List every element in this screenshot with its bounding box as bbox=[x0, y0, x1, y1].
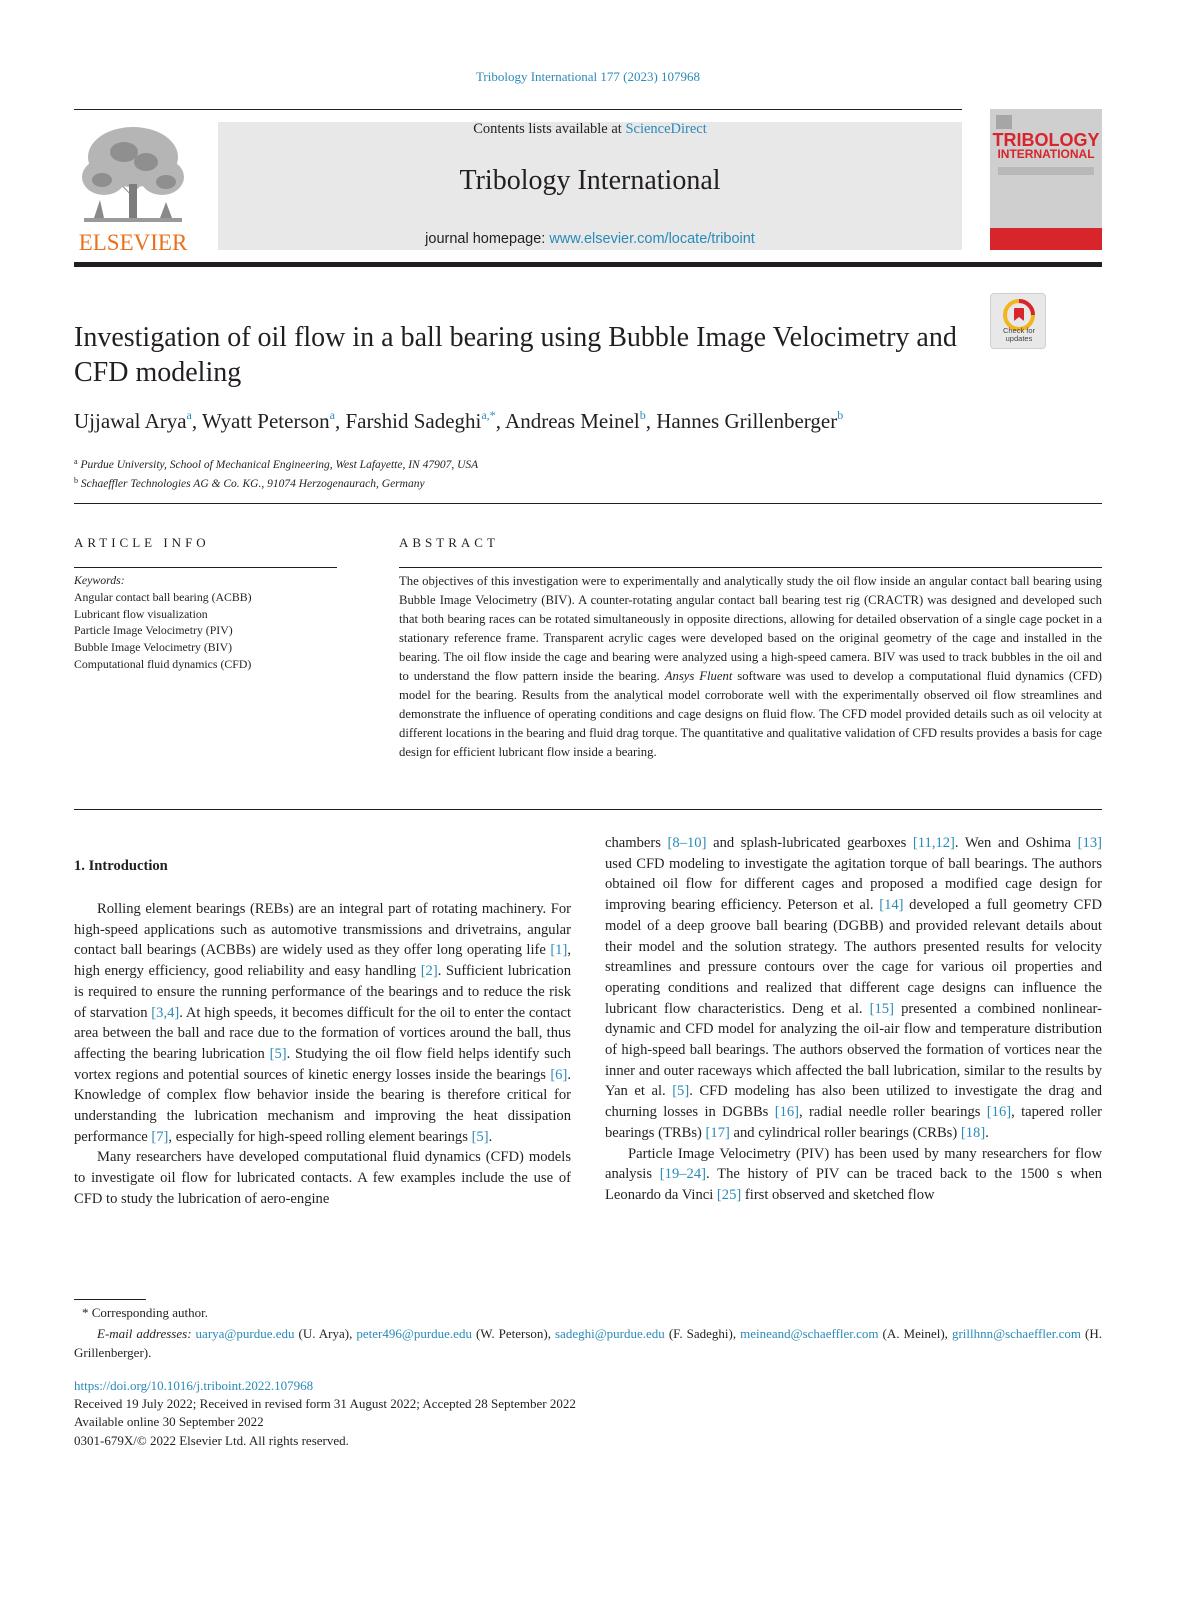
author-separator: , bbox=[334, 409, 346, 433]
paragraph-text: used CFD modeling to investigate the agitation torque of ball bearings. The authors obtained oil flow for different cages and proposed a modified cage design for improving bearing efficiency. Peterson et al. bbox=[605, 855, 1102, 914]
reference-link[interactable]: [7] bbox=[151, 1128, 169, 1145]
keyword-item: Particle Image Velocimetry (PIV) bbox=[74, 623, 233, 638]
email-owner: (H. Grillenberger). bbox=[74, 1326, 1102, 1360]
received-dates: Received 19 July 2022; Received in revised form 31 August 2022; Accepted 28 September 2022 bbox=[74, 1396, 576, 1411]
reference-link[interactable]: [5] bbox=[471, 1128, 489, 1145]
paragraph-text: first observed and sketched flow bbox=[741, 1186, 935, 1203]
reference-link[interactable]: [16] bbox=[774, 1104, 800, 1121]
paragraph-text: Particle Image Velocimetry (PIV) has been used by many researchers for flow analysis bbox=[605, 1145, 1102, 1183]
reference-link[interactable]: [18] bbox=[960, 1124, 986, 1141]
paragraph-text: developed a full geometry CFD model of a deep groove ball bearing (DGBB) and provided relevant details about their model and the solution strategy. The authors presented results for velocity streamlines and pressure contours over the cage for various oil properties and operating conditions and realized that different cage designs can influence the lubricant flow characteristics. Deng et al. bbox=[605, 897, 1102, 1017]
intro-paragraph-3 bbox=[605, 833, 1102, 1144]
affiliation-mark: a bbox=[74, 457, 78, 466]
reference-link[interactable]: [19–24] bbox=[659, 1166, 707, 1183]
author-affiliation-mark[interactable]: b bbox=[639, 408, 646, 422]
affiliations bbox=[74, 454, 874, 492]
paragraph-text: . bbox=[488, 1128, 493, 1145]
publisher-logo-text: ELSEVIER bbox=[78, 230, 188, 255]
paragraph-text: chambers bbox=[605, 835, 668, 851]
paragraph-text: . Wen and Oshima bbox=[954, 835, 1078, 851]
sciencedirect-link[interactable]: ScienceDirect bbox=[625, 121, 707, 137]
abstract-software-name: Ansys Fluent bbox=[664, 669, 733, 683]
author-affiliation-mark[interactable]: a bbox=[186, 408, 192, 422]
author-name: Farshid Sadeghi bbox=[345, 409, 482, 433]
affiliation-text: Schaeffler Technologies AG & Co. KG., 91074 Herzogenaurach, Germany bbox=[80, 478, 425, 490]
homepage-prefix: journal homepage: bbox=[425, 231, 550, 247]
affiliation-rule bbox=[74, 503, 1102, 504]
email-link[interactable]: uarya@purdue.edu bbox=[195, 1326, 295, 1341]
paragraph-text: presented a combined nonlinear-dynamic and CFD model for analyzing the oil-air flow and temperature distribution of high-speed ball bearings. The authors observed the formation of vortices near the inner and outer raceways which affected the ball lubrication, similar to the results by Yan et al. bbox=[605, 1000, 1102, 1100]
email-addresses bbox=[74, 1324, 1102, 1362]
author-affiliation-mark[interactable]: b bbox=[837, 408, 844, 422]
email-owner: (U. Arya), bbox=[294, 1326, 357, 1341]
author-list bbox=[74, 408, 1102, 434]
abstract-rule bbox=[399, 567, 1102, 568]
author-name: Ujjawal Arya bbox=[74, 409, 187, 433]
paragraph-text: . At high speeds, it becomes difficult for the oil to enter the contact area between the ball and race due to the formation of vortices around the ball, thus affecting the bearing lubrication bbox=[74, 1004, 571, 1062]
email-link[interactable]: grillhnn@schaeffler.com bbox=[951, 1326, 1082, 1341]
keyword-item: Lubricant flow visualization bbox=[74, 606, 208, 621]
paragraph-text: . CFD modeling has also been utilized to investigate the drag and churning losses in DGBBs bbox=[605, 1083, 1102, 1121]
header-thick-rule bbox=[74, 262, 1102, 267]
corresponding-author-note: * Corresponding author. bbox=[82, 1305, 209, 1320]
affiliation-item bbox=[74, 473, 874, 492]
contents-line bbox=[218, 121, 962, 138]
author-name: Andreas Meinel bbox=[505, 409, 640, 433]
abstract-part2: software was used to develop a computational fluid dynamics (CFD) model for the bearing. Results from the analytical model corroborate well with the experimentally observed oil flow streamlines and demonstrate the influence of operating conditions and cage designs on fluid flow. The CFD model provided details such as oil velocity at different locations in the bearing and fluid drag torque. The quantitative and qualitative validation of CFD results provides a basis for cage design for efficient lubricant flow inside a bearing. bbox=[399, 669, 1102, 759]
paragraph-text: , especially for high-speed rolling element bearings bbox=[168, 1128, 472, 1145]
paragraph-text: . Sufficient lubrication is required to ensure the running performance of the bearings and to reduce the risk of starvation bbox=[74, 963, 572, 1021]
keyword-item: Bubble Image Velocimetry (BIV) bbox=[74, 640, 233, 655]
footnote-rule bbox=[74, 1299, 146, 1300]
paragraph-text: , tapered roller bearings (TRBs) bbox=[605, 1104, 1102, 1141]
cover-title-line2: INTERNATIONAL bbox=[997, 147, 1095, 161]
section-heading-introduction: 1. Introduction bbox=[74, 858, 168, 874]
article-info-rule bbox=[74, 567, 337, 568]
copyright-line: 0301-679X/© 2022 Elsevier Ltd. All rights reserved. bbox=[74, 1433, 349, 1448]
cover-title-line1: TRIBOLOGY bbox=[992, 130, 1100, 150]
reference-link[interactable]: [16] bbox=[986, 1104, 1012, 1121]
author-affiliation-mark[interactable]: a bbox=[329, 408, 335, 422]
author-separator: , bbox=[495, 409, 506, 433]
reference-link[interactable]: [8–10] bbox=[667, 835, 707, 851]
reference-link[interactable]: [3,4] bbox=[151, 1004, 180, 1021]
email-owner: (A. Meinel), bbox=[878, 1326, 952, 1341]
author-affiliation-mark[interactable]: a,* bbox=[481, 408, 496, 422]
cover-subtitle-bar bbox=[998, 167, 1094, 175]
author-separator: , bbox=[191, 409, 202, 433]
abstract-part1: The objectives of this investigation were to experimentally and analytically study the oil flow inside an angular contact ball bearing using Bubble Image Velocimetry (BIV). A counter-rotating angular contact ball bearing test rig (CRACTR) was designed and developed such that both bearing races can be rotated simultaneously in opposite directions, allowing for detailed observation of a single cage pocket in a stationary reference frame. Transparent acrylic cages were developed based on the original geometry of the cage and installed in the bearing. The oil flow inside the cage and bearing were analyzed using a high-speed camera. BIV was used to track bubbles in the oil and to understand the flow pattern inside the bearing. bbox=[399, 574, 1102, 683]
paragraph-text: and cylindrical roller bearings (CRBs) bbox=[729, 1124, 961, 1141]
affiliation-item bbox=[74, 454, 874, 473]
author-name: Hannes Grillenberger bbox=[656, 409, 838, 433]
reference-link[interactable]: [17] bbox=[705, 1124, 730, 1141]
reference-link[interactable]: [6] bbox=[550, 1066, 568, 1083]
paragraph-text: . Studying the oil flow field helps identify such vortex regions and potential sources of kinetic energy losses inside the bearings bbox=[74, 1045, 571, 1083]
paragraph-text: , high energy efficiency, good reliability and easy handling bbox=[74, 942, 571, 980]
reference-link[interactable]: [25] bbox=[716, 1186, 742, 1203]
paragraph-text: . Knowledge of complex flow behavior inside the bearing is therefore critical for understanding the lubrication mechanism and improving the heat dissipation performance bbox=[74, 1066, 571, 1145]
homepage-link[interactable]: www.elsevier.com/locate/triboint bbox=[549, 231, 755, 247]
abstract-heading: ABSTRACT bbox=[399, 535, 499, 550]
author-name: Wyatt Peterson bbox=[202, 409, 330, 433]
email-link[interactable]: meineand@schaeffler.com bbox=[740, 1326, 879, 1341]
email-owner: (W. Peterson), bbox=[471, 1326, 555, 1341]
header-rule bbox=[74, 109, 962, 110]
affiliation-mark: b bbox=[74, 476, 78, 485]
abstract-text bbox=[399, 572, 1102, 762]
keywords-block bbox=[74, 572, 364, 673]
keyword-item: Angular contact ball bearing (ACBB) bbox=[74, 589, 252, 604]
email-link[interactable]: sadeghi@purdue.edu bbox=[555, 1326, 665, 1341]
cover-red-band bbox=[990, 228, 1102, 250]
paper-title: Investigation of oil flow in a ball bearing using Bubble Image Velocimetry and CFD modeling bbox=[74, 322, 957, 388]
journal-name: Tribology International bbox=[459, 165, 721, 196]
body-right-column bbox=[605, 833, 1102, 1206]
body-left-column bbox=[74, 899, 571, 1210]
reference-link[interactable]: [2] bbox=[420, 963, 438, 980]
homepage-line bbox=[218, 231, 962, 247]
reference-link[interactable]: [15] bbox=[869, 1000, 894, 1017]
affiliation-text: Purdue University, School of Mechanical Engineering, West Lafayette, IN 47907, USA bbox=[80, 459, 479, 471]
journal-citation-link[interactable]: Tribology International 177 (2023) 107968 bbox=[475, 69, 701, 84]
paragraph-text: Rolling element bearings (REBs) are an integral part of rotating machinery. For high-speed applications such as automotive transmissions and drivetrains, angular contact ball bearings (ACBBs) are widely used as they offer long operating life bbox=[74, 901, 571, 959]
article-info-heading: ARTICLE INFO bbox=[74, 535, 210, 550]
contents-prefix: Contents lists available at bbox=[473, 121, 626, 137]
paragraph-text: and splash-lubricated gearboxes bbox=[706, 835, 913, 851]
reference-link[interactable]: [13] bbox=[1077, 835, 1102, 851]
keyword-item: Computational fluid dynamics (CFD) bbox=[74, 656, 252, 671]
email-owner: (F. Sadeghi), bbox=[664, 1326, 741, 1341]
intro-paragraph-4 bbox=[605, 1144, 1102, 1206]
reference-link[interactable]: [5] bbox=[269, 1045, 287, 1062]
email-label: E-mail addresses: bbox=[97, 1326, 192, 1341]
available-online-date: Available online 30 September 2022 bbox=[74, 1414, 264, 1429]
journal-cover[interactable] bbox=[990, 109, 1102, 250]
paragraph-text: . bbox=[985, 1124, 989, 1141]
reference-link[interactable]: [1] bbox=[550, 942, 568, 959]
check-for-updates-button[interactable] bbox=[990, 293, 1046, 349]
paragraph-text: . The history of PIV can be traced back to the 1500 s when Leonardo da Vinci bbox=[605, 1166, 1102, 1203]
intro-paragraph-1 bbox=[74, 899, 571, 1147]
cover-publisher-mark bbox=[996, 115, 1012, 129]
cover-title bbox=[990, 130, 1102, 161]
check-for-updates-label: Check for updates bbox=[1002, 326, 1036, 343]
keywords-label: Keywords: bbox=[74, 573, 125, 587]
email-link[interactable]: peter496@purdue.edu bbox=[356, 1326, 472, 1341]
reference-link[interactable]: [5] bbox=[672, 1083, 690, 1100]
reference-link[interactable]: [14] bbox=[879, 897, 904, 914]
doi-link[interactable]: https://doi.org/10.1016/j.triboint.2022.107968 bbox=[74, 1378, 314, 1393]
abstract-bottom-rule bbox=[74, 809, 1102, 810]
intro-paragraph-2: Many researchers have developed computational fluid dynamics (CFD) models to investigate oil flow for lubricated contacts. A few examples include the use of CFD to study the lubrication of aero-engine bbox=[74, 1149, 571, 1207]
author-separator: , bbox=[645, 409, 657, 433]
reference-link[interactable]: [11,12] bbox=[912, 835, 955, 851]
paragraph-text: , radial needle roller bearings bbox=[799, 1104, 987, 1121]
